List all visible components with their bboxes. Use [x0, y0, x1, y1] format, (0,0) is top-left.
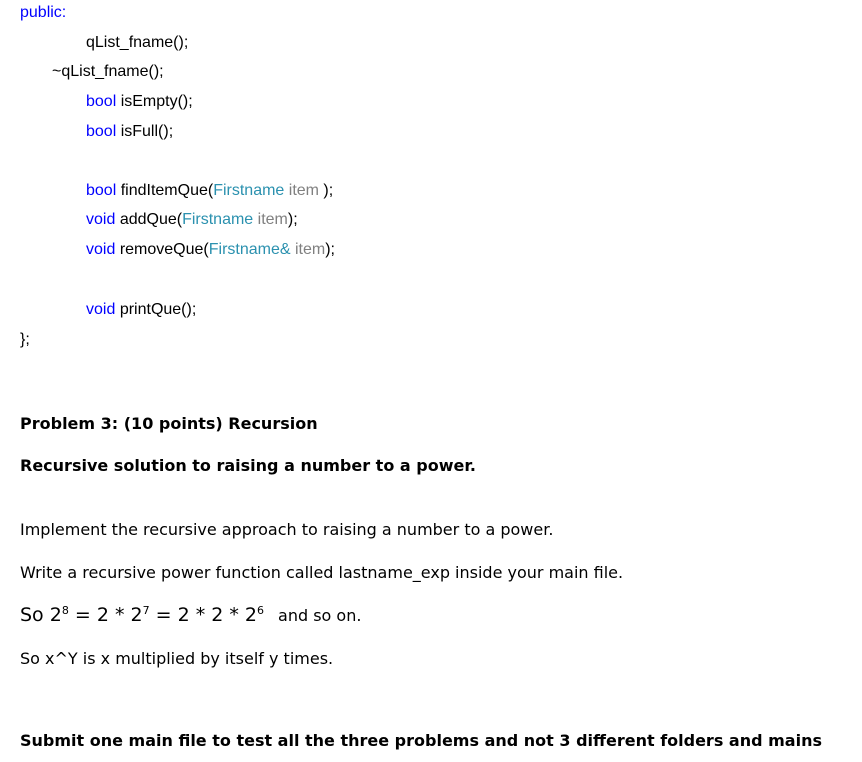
- addque-return-type: void: [86, 211, 116, 228]
- isfull-name: isFull();: [120, 123, 174, 140]
- addque-param-name: item: [253, 211, 288, 228]
- problem-heading: Problem 3: (10 points) Recursion: [20, 414, 318, 433]
- problem-line-implement: Implement the recursive approach to raising a number to a power.: [20, 520, 554, 539]
- example-exp-8: 8: [61, 604, 69, 617]
- removeque-return-type: void: [86, 241, 116, 258]
- isempty-name: isEmpty();: [120, 93, 193, 110]
- code-public-label: [20, 3, 66, 23]
- problem-line-xy: So x^Y is x multiplied by itself y times.: [20, 649, 334, 668]
- printque-return-type: void: [86, 301, 116, 318]
- example-prefix: So 2: [20, 604, 62, 626]
- isfull-return-type: bool: [86, 123, 117, 140]
- example-exp-6: 6: [257, 604, 265, 617]
- problem-example-line: [20, 604, 361, 627]
- code-printque-line: [86, 300, 196, 320]
- code-closing-brace: [20, 330, 30, 350]
- removeque-name: removeQue(: [119, 241, 209, 258]
- finditem-param-type: Firstname: [213, 182, 285, 199]
- removeque-param-type: Firstname&: [208, 241, 291, 258]
- public-keyword: public:: [20, 4, 67, 21]
- finditem-return-type: bool: [86, 182, 117, 199]
- printque-name: printQue();: [119, 301, 197, 318]
- constructor-decl: qList_fname();: [86, 34, 189, 51]
- code-isfull-line: [86, 122, 173, 142]
- problem-subheading: Recursive solution to raising a number to a power.: [20, 456, 477, 475]
- isempty-return-type: bool: [86, 93, 117, 110]
- finditem-name: findItemQue(: [120, 182, 214, 199]
- removeque-close: );: [325, 241, 335, 258]
- addque-name: addQue(: [119, 211, 183, 228]
- finditem-close: );: [318, 182, 334, 199]
- code-destructor-line: [52, 62, 164, 82]
- code-finditem-line: [86, 181, 333, 201]
- code-addque-line: [86, 210, 298, 230]
- finditem-param-name: item: [284, 182, 319, 199]
- code-constructor-line: [86, 33, 188, 53]
- code-removeque-line: [86, 240, 335, 260]
- example-mid1: = 2 * 2: [68, 604, 143, 626]
- code-isempty-line: [86, 92, 193, 112]
- destructor-decl: ~qList_fname();: [52, 63, 164, 80]
- addque-close: );: [287, 211, 298, 228]
- example-exp-7: 7: [142, 604, 150, 617]
- addque-param-type: Firstname: [182, 211, 254, 228]
- submit-instruction: Submit one main file to test all the three problems and not 3 different folders and mains: [20, 731, 822, 750]
- removeque-param-name: item: [290, 241, 326, 258]
- example-suffix: and so on.: [278, 606, 362, 625]
- closing-brace: };: [20, 331, 30, 348]
- problem-line-write: Write a recursive power function called lastname_exp inside your main file.: [20, 563, 624, 582]
- example-mid2: = 2 * 2 * 2: [149, 604, 258, 626]
